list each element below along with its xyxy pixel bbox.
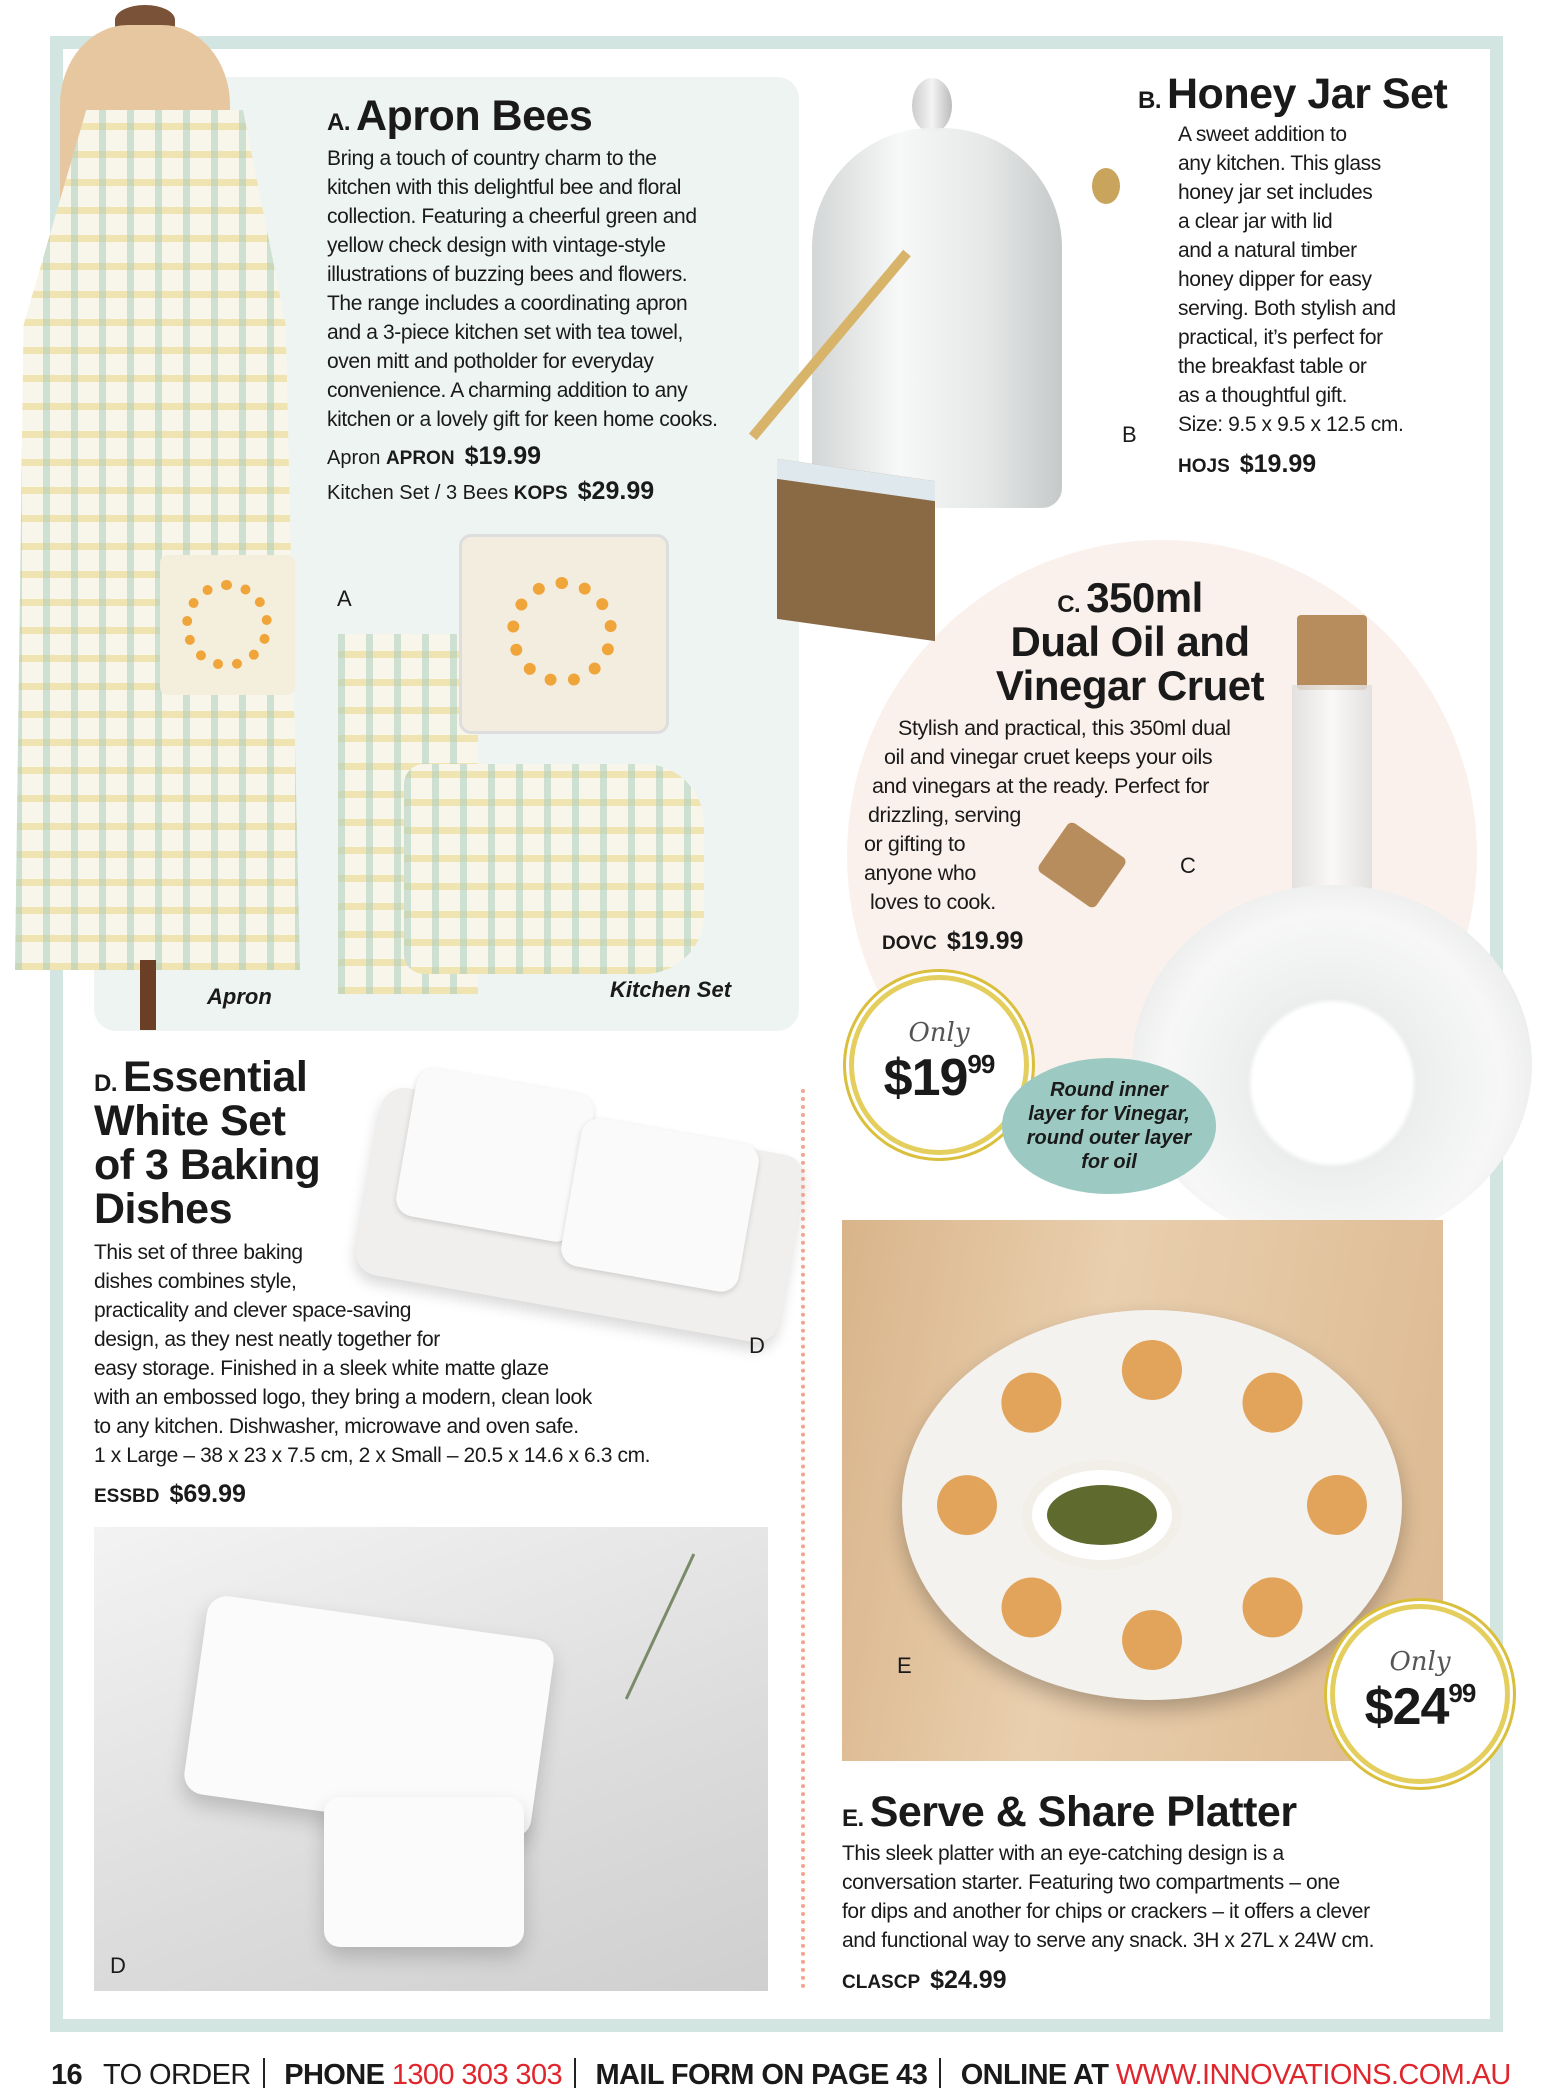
text-line: oil and vinegar cruet keeps your oils <box>884 745 1213 769</box>
text-line: and a natural timber <box>1178 239 1357 262</box>
photo-label-d: D <box>110 1953 126 1978</box>
title-line: Dishes <box>94 1185 233 1233</box>
text-line: kitchen or a lovely gift for keen home cooks. <box>327 408 718 431</box>
text-line: drizzling, serving <box>868 803 1021 827</box>
text-line: practicality and clever space-saving <box>94 1299 412 1322</box>
apron-price: Apron APRON $19.99 <box>327 442 542 470</box>
dotted-divider <box>801 1089 805 1989</box>
text-line: or gifting to <box>864 832 966 856</box>
baking-dishes-photo <box>94 1527 768 1991</box>
image-label-d: D <box>749 1333 765 1358</box>
page-number: 16 <box>51 2059 83 2091</box>
honey-jar-price: HOJS $19.99 <box>1178 450 1317 478</box>
baking-dishes-price: ESSBD $69.99 <box>94 1480 246 1508</box>
text-line: dishes combines style, <box>94 1270 297 1293</box>
text-line: a clear jar with lid <box>1178 210 1333 233</box>
text-line: as a thoughtful gift. <box>1178 384 1348 407</box>
image-label-b: B <box>1122 422 1137 447</box>
only-price-badge-cruet: Only $\$19^{99}$ <box>849 975 1029 1155</box>
title-line: White Set <box>94 1097 286 1145</box>
text-line: This set of three baking <box>94 1241 303 1264</box>
text-line: for dips and another for chips or crackers – it offers a clever <box>842 1900 1370 1923</box>
kitchen-set-image <box>334 534 728 1002</box>
apron-image <box>0 0 307 1031</box>
text-line: This sleek platter with an eye-catching design is a <box>842 1842 1284 1865</box>
text-line: to any kitchen. Dishwasher, microwave and oven safe. <box>94 1415 579 1438</box>
cruet-price: DOVC $19.99 <box>882 927 1024 955</box>
platter-title: E. Serve & Share Platter <box>842 1788 1297 1836</box>
image-label-e: E <box>897 1653 912 1678</box>
image-label-c: C <box>1180 853 1196 878</box>
kitchen-set-caption: Kitchen Set <box>610 977 732 1002</box>
phone-number[interactable]: 1300 303 303 <box>391 2059 563 2091</box>
text-line: loves to cook. <box>870 890 996 914</box>
text-line: anyone who <box>864 861 976 885</box>
text-line: Bring a touch of country charm to the <box>327 147 657 170</box>
title-line: D. Essential <box>94 1053 308 1101</box>
text-line: any kitchen. This glass <box>1178 152 1381 175</box>
title-line: C. 350ml <box>1057 574 1203 621</box>
kitchen-set-price: Kitchen Set / 3 Bees KOPS $29.99 <box>327 477 655 505</box>
platter-price: CLASCP $24.99 <box>842 1966 1007 1994</box>
apron-caption: Apron <box>207 984 272 1009</box>
text-line: the breakfast table or <box>1178 355 1367 378</box>
text-line: honey dipper for easy <box>1178 268 1372 291</box>
image-label-a: A <box>337 586 352 611</box>
text-line: oven mitt and potholder for everyday <box>327 350 654 373</box>
text-line: conversation starter. Featuring two compartments – one <box>842 1871 1340 1894</box>
text-line: design, as they nest neatly together for <box>94 1328 440 1351</box>
apron-bees-title: A. Apron Bees <box>327 92 593 140</box>
cruet-callout: Round inner layer for Vinegar, round outer layer for oil <box>1002 1058 1216 1194</box>
text-line: and functional way to serve any snack. 3H x 27L x 24W cm. <box>842 1929 1375 1952</box>
text-line: practical, it’s perfect for <box>1178 326 1383 349</box>
honey-jar-title: B. Honey Jar Set <box>1138 70 1448 118</box>
only-price-badge-platter: Only $\$24^{99}$ <box>1330 1604 1510 1784</box>
text-line: serving. Both stylish and <box>1178 297 1396 320</box>
text-line: convenience. A charming addition to any <box>327 379 688 402</box>
text-line: and vinegars at the ready. Perfect for <box>872 774 1209 798</box>
text-line: Stylish and practical, this 350ml dual <box>898 716 1231 740</box>
text-line: with an embossed logo, they bring a modern, clean look <box>94 1386 592 1409</box>
text-line: yellow check design with vintage-style <box>327 234 666 257</box>
title-line: Dual Oil and <box>1010 618 1250 665</box>
text-line: easy storage. Finished in a sleek white matte glaze <box>94 1357 549 1380</box>
text-line: The range includes a coordinating apron <box>327 292 688 315</box>
baking-dishes-image <box>355 1060 815 1350</box>
text-line: kitchen with this delightful bee and floral <box>327 176 682 199</box>
website-link[interactable]: WWW.INNOVATIONS.COM.AU <box>1115 2059 1511 2091</box>
title-line: of 3 Baking <box>94 1141 321 1189</box>
title-line: Vinegar Cruet <box>995 662 1265 709</box>
text-line: illustrations of buzzing bees and flowers. <box>327 263 688 286</box>
text-line: Size: 9.5 x 9.5 x 12.5 cm. <box>1178 413 1404 436</box>
text-line: and a 3-piece kitchen set with tea towel, <box>327 321 683 344</box>
text-line: 1 x Large – 38 x 23 x 7.5 cm, 2 x Small – 20.5 x 14.6 x 6.3 cm. <box>94 1444 651 1467</box>
text-line: A sweet addition to <box>1178 123 1347 146</box>
order-footer: 16 TO ORDER PHONE 1300 303 303 MAIL FORM ON PAGE 43 ONLINE AT WWW.INNOVATIONS.COM.AU <box>51 2059 1511 2091</box>
text-line: honey jar set includes <box>1178 181 1373 204</box>
text-line: collection. Featuring a cheerful green and <box>327 205 697 228</box>
